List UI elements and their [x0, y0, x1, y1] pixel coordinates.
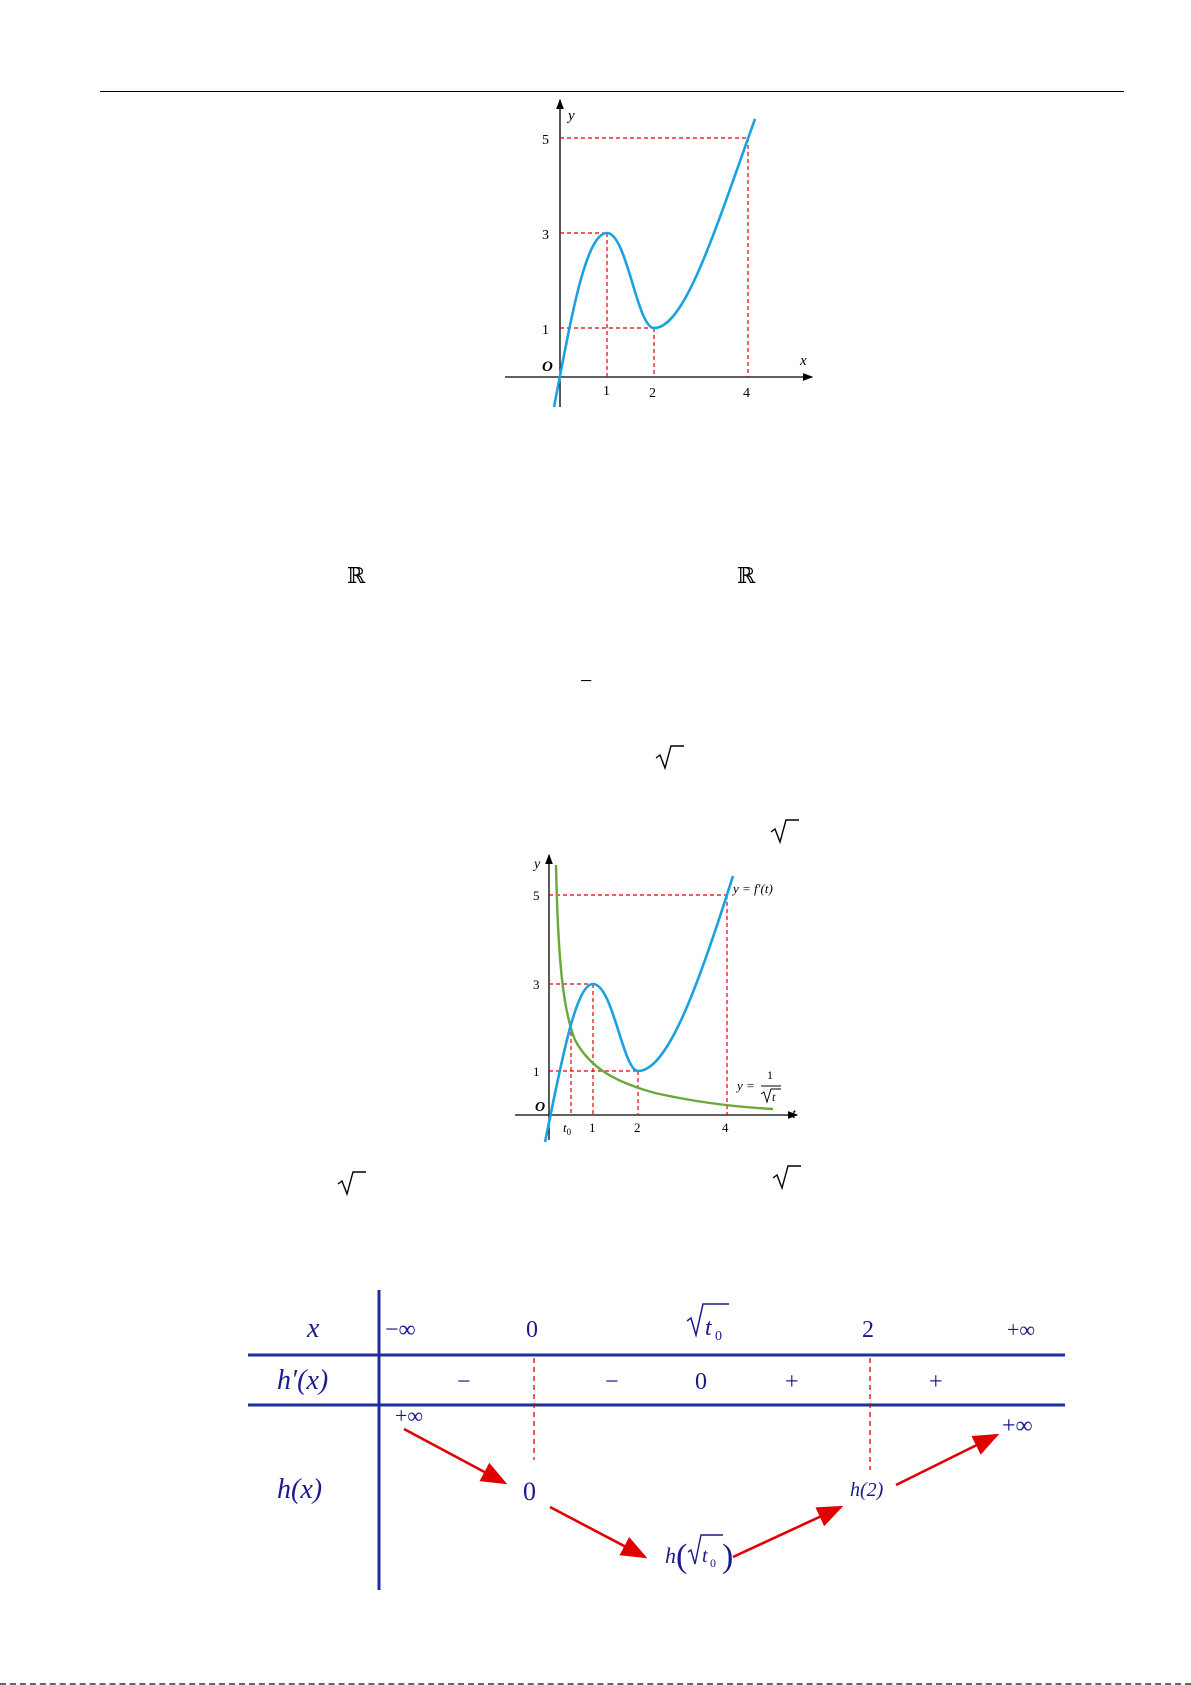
sqrt-symbol-3 [337, 1170, 367, 1196]
real-set-symbol-2: ℝ [737, 563, 756, 588]
h-value-at-two: h(2) [850, 1479, 884, 1501]
x-tick-1: 1 [589, 1120, 596, 1135]
row-label-function: h(x) [277, 1474, 323, 1505]
y-tick-1: 1 [542, 323, 549, 338]
y-tick-3: 3 [542, 228, 549, 243]
x-value-zero: 0 [526, 1317, 538, 1343]
x-value-two: 2 [862, 1317, 874, 1343]
row-label-x: x [307, 1313, 320, 1344]
real-set-symbol-1: ℝ [347, 563, 366, 588]
arrow-decreasing-1 [404, 1429, 505, 1483]
sign-interval-1: − [457, 1369, 471, 1395]
t0-tick: $t_0$ [563, 1120, 572, 1137]
sign-at-sqrt-t0: 0 [695, 1369, 707, 1395]
y-tick-5: 5 [542, 133, 549, 148]
arrow-decreasing-2 [550, 1507, 645, 1557]
sign-interval-2: − [605, 1369, 619, 1395]
header-rule [100, 91, 1124, 92]
svg-text:): ) [722, 1538, 734, 1575]
x-value-pos-infinity: +∞ [1007, 1317, 1036, 1342]
sign-interval-3: + [785, 1369, 799, 1395]
h-value-minimum [665, 1535, 733, 1575]
svg-text:1: 1 [767, 1068, 773, 1082]
sqrt-symbol-2 [770, 818, 800, 844]
y-axis-label: y [534, 857, 541, 872]
svg-text:(: ( [676, 1538, 688, 1575]
minus-sign: − [580, 668, 593, 693]
sqrt-symbol-4 [772, 1164, 802, 1190]
variation-table [245, 1285, 1075, 1595]
graph-f-prime-and-reciprocal-sqrt [505, 850, 805, 1145]
x-value-neg-infinity: −∞ [385, 1317, 416, 1343]
x-tick-2: 2 [649, 386, 656, 401]
curve-label-reciprocal [735, 1068, 781, 1104]
h-value-start: +∞ [395, 1403, 424, 1428]
svg-text:t: t [702, 1545, 708, 1567]
x-value-sqrt-t0 [687, 1304, 729, 1344]
svg-text:t: t [772, 1090, 776, 1104]
y-tick-5: 5 [533, 888, 540, 903]
svg-text:0: 0 [710, 1556, 716, 1570]
x-tick-2: 2 [634, 1120, 641, 1135]
h-value-at-zero: 0 [523, 1477, 536, 1506]
x-tick-4: 4 [722, 1120, 729, 1135]
row-label-derivative: h′(x) [277, 1365, 329, 1396]
x-tick-4: 4 [743, 386, 750, 401]
y-tick-1: 1 [533, 1064, 540, 1079]
svg-text:h: h [665, 1543, 676, 1568]
guide-lines [549, 895, 727, 1115]
x-tick-1: 1 [603, 384, 610, 399]
origin-label: O [542, 359, 553, 375]
svg-text:t: t [705, 1315, 712, 1341]
y-tick-3: 3 [533, 977, 540, 992]
y-axis-label: y [568, 108, 575, 124]
x-axis-label: x [800, 353, 807, 369]
sqrt-symbol-1 [655, 744, 685, 770]
svg-text:y =: y = [737, 1078, 755, 1093]
arrow-increasing-2 [896, 1435, 997, 1485]
h-value-end: +∞ [1002, 1413, 1033, 1439]
sign-interval-4: + [929, 1369, 943, 1395]
t-axis-label: t [792, 1107, 796, 1122]
arrow-increasing-1 [733, 1507, 841, 1557]
svg-text:0: 0 [715, 1329, 722, 1344]
origin-label: O [535, 1100, 546, 1115]
graph-f-prime [500, 95, 820, 410]
curve-label-f-prime: y = f′(t) [733, 881, 773, 896]
